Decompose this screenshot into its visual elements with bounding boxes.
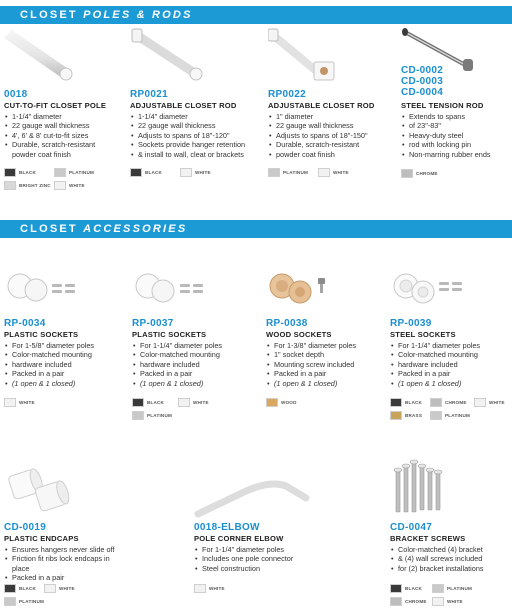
bracket-screws-image <box>390 458 512 520</box>
finish-swatch-white[interactable] <box>318 168 349 177</box>
finish-swatch-black[interactable] <box>4 168 36 177</box>
product-code: 0018 <box>4 89 28 100</box>
product-code: RP-0038 <box>266 318 308 329</box>
finish-swatch-platinum[interactable] <box>132 411 172 420</box>
feature: • powder coat finish <box>268 150 392 159</box>
swatch-color <box>54 168 66 177</box>
feature: • Non-marring rubber ends <box>401 150 512 159</box>
finish-label: BLACK <box>145 170 163 175</box>
finish-swatch-white[interactable] <box>180 168 211 177</box>
finish-swatch-white[interactable] <box>44 584 75 593</box>
feature: • Friction fit ribs lock endcaps in place <box>4 554 128 573</box>
banner-prefix: CLOSET <box>20 9 84 21</box>
finish-label: BRASS <box>405 413 423 418</box>
swatch-color <box>432 584 444 593</box>
section-banner-accessories <box>0 220 512 238</box>
feature-list <box>401 112 512 159</box>
feature: • Includes one pole connector <box>194 554 318 563</box>
product-code: RP-0039 <box>390 318 432 329</box>
finish-label: CHROME <box>416 171 438 176</box>
swatch-color <box>430 398 442 407</box>
finish-swatch-black[interactable] <box>132 398 164 407</box>
feature: • 22 gauge wall thickness <box>4 121 128 130</box>
product-name: WOOD SOCKETS <box>266 330 332 339</box>
finish-swatch-platinum[interactable] <box>4 597 44 606</box>
feature: • Packed in a pair <box>4 369 128 378</box>
finish-swatch-black[interactable] <box>390 398 422 407</box>
feature: • For 1-5/8" diameter poles <box>4 341 128 350</box>
feature: powder coat finish <box>12 149 71 159</box>
swatch-color <box>390 411 402 420</box>
swatch-color <box>266 398 278 407</box>
swatch-color <box>4 584 16 593</box>
feature: • Adjusts to spans of 18"-150" <box>268 131 392 140</box>
feature: • Extends to spans <box>401 112 512 121</box>
feature: • 1-1/4" diameter <box>4 112 128 121</box>
feature: • Color-matched mounting <box>4 350 128 359</box>
finish-label: PLATINUM <box>283 170 308 175</box>
feature: • Steel construction <box>194 564 318 573</box>
finish-label: WHITE <box>195 170 211 175</box>
feature: • For 1-1/4" diameter poles <box>194 545 318 554</box>
finish-label: PLATINUM <box>147 413 172 418</box>
finish-swatch-chrome[interactable] <box>390 597 427 606</box>
finish-label: WHITE <box>19 400 35 405</box>
feature: • 22 gauge wall thickness <box>130 121 254 130</box>
finish-label: BRIGHT ZINC <box>19 183 51 188</box>
product-name: POLE CORNER ELBOW <box>194 534 284 543</box>
closet-pole-image <box>4 26 126 88</box>
product-code: CD-0002 CD-0003 CD-0004 <box>401 65 444 98</box>
adjustable-rod-1in-image <box>268 26 390 88</box>
feature: • Sockets provide hanger retention <box>130 140 254 149</box>
feature: • Packed in a pair <box>4 573 128 582</box>
adjustable-rod-image <box>130 26 252 88</box>
feature: • Packed in a pair <box>132 369 256 378</box>
finish-swatch-wood[interactable] <box>266 398 297 407</box>
feature: • For 1-1/4" diameter poles <box>390 341 512 350</box>
product-code: RP0021 <box>130 89 168 100</box>
feature: • Color-matched mounting <box>390 350 512 359</box>
swatch-color <box>4 168 16 177</box>
feature: • hardware included <box>132 360 256 369</box>
finish-swatch-platinum[interactable] <box>268 168 308 177</box>
finish-swatch-white[interactable] <box>474 398 505 407</box>
swatch-color <box>178 398 190 407</box>
finish-label: WHITE <box>59 586 75 591</box>
feature: • Durable, scratch-resistant <box>4 140 128 149</box>
plastic-sockets-image <box>132 268 254 316</box>
finish-label: PLATINUM <box>445 413 470 418</box>
finish-label: WHITE <box>333 170 349 175</box>
feature: • hardware included <box>390 360 512 369</box>
feature-note: • (1 open & 1 closed) <box>390 379 512 388</box>
feature-note: • (1 open & 1 closed) <box>132 379 256 388</box>
feature-list <box>194 545 318 573</box>
finish-swatch-platinum[interactable] <box>432 584 472 593</box>
feature-list <box>266 341 390 388</box>
swatch-color <box>4 597 16 606</box>
feature: • Color-matched mounting <box>132 350 256 359</box>
wood-sockets-image <box>266 268 388 316</box>
feature: • of 23"-83" <box>401 121 512 130</box>
feature-note: • (1 open & 1 closed) <box>4 379 128 388</box>
swatch-color <box>432 597 444 606</box>
pole-corner-elbow-image <box>194 458 316 520</box>
feature: • rod with locking pin <box>401 140 512 149</box>
finish-label: PLATINUM <box>447 586 472 591</box>
feature: • Adjusts to spans of 18"-120" <box>130 131 254 140</box>
product-code: RP-0034 <box>4 318 46 329</box>
feature-list <box>390 545 512 573</box>
feature: • Mounting screw included <box>266 360 390 369</box>
feature: • Heavy-duty steel <box>401 131 512 140</box>
swatch-color <box>390 584 402 593</box>
product-name: PLASTIC SOCKETS <box>4 330 79 339</box>
product-name: BRACKET SCREWS <box>390 534 466 543</box>
finish-swatch-white[interactable] <box>4 398 35 407</box>
swatch-color <box>4 398 16 407</box>
finish-swatch-brass[interactable] <box>390 411 422 420</box>
finish-swatch-white[interactable] <box>194 584 225 593</box>
feature-list <box>4 545 128 583</box>
finish-swatch-black[interactable] <box>130 168 162 177</box>
swatch-color <box>180 168 192 177</box>
finish-label: WHITE <box>447 599 463 604</box>
feature: • Ensures hangers never slide off <box>4 545 128 554</box>
finish-label: PLATINUM <box>69 170 94 175</box>
feature: • 1" diameter <box>268 112 392 121</box>
swatch-color <box>401 169 413 178</box>
feature: • 22 gauge wall thickness <box>268 121 392 130</box>
product-name: PLASTIC SOCKETS <box>132 330 207 339</box>
feature: • hardware included <box>4 360 128 369</box>
feature-list <box>4 341 128 388</box>
finish-swatch-black[interactable] <box>4 584 36 593</box>
banner-emphasis: POLES & RODS <box>83 9 193 21</box>
section-banner-poles-rods <box>0 6 512 24</box>
finish-swatch-white[interactable] <box>432 597 463 606</box>
product-code: RP0022 <box>268 89 306 100</box>
finish-swatch-white[interactable] <box>54 181 85 190</box>
feature: • Durable, scratch-resistant <box>268 140 392 149</box>
banner-prefix: CLOSET <box>20 223 84 235</box>
finish-swatch-white[interactable] <box>178 398 209 407</box>
product-code: 0018-ELBOW <box>194 522 260 533</box>
product-code: RP-0037 <box>132 318 174 329</box>
swatch-color <box>130 168 142 177</box>
product-name: PLASTIC ENDCAPS <box>4 534 79 543</box>
finish-label: WHITE <box>69 183 85 188</box>
product-code: CD-0047 <box>390 522 433 533</box>
product-name: ADJUSTABLE CLOSET ROD <box>130 101 237 110</box>
finish-label: PLATINUM <box>19 599 44 604</box>
swatch-color <box>474 398 486 407</box>
product-name: CUT-TO-FIT CLOSET POLE <box>4 101 107 110</box>
feature: • 4', 6' & 8' cut-to-fit sizes <box>4 131 128 140</box>
swatch-color <box>390 398 402 407</box>
swatch-color <box>44 584 56 593</box>
finish-swatch-bright-zinc[interactable] <box>4 181 51 190</box>
feature: • Packed in a pair <box>390 369 512 378</box>
swatch-color <box>54 181 66 190</box>
steel-sockets-image <box>390 268 512 316</box>
product-name: ADJUSTABLE CLOSET ROD <box>268 101 375 110</box>
feature: • For 1-3/8" diameter poles <box>266 341 390 350</box>
finish-label: BLACK <box>405 586 423 591</box>
swatch-color <box>268 168 280 177</box>
feature: • Color-matched (4) bracket <box>390 545 512 554</box>
product-code: CD-0019 <box>4 522 47 533</box>
feature-note: • (1 open & 1 closed) <box>266 379 390 388</box>
plastic-endcaps-image <box>4 458 126 520</box>
swatch-color <box>132 411 144 420</box>
feature-list <box>268 112 392 159</box>
feature: • 1-1/4" diameter <box>130 112 254 121</box>
finish-label: BLACK <box>19 586 37 591</box>
finish-swatch-chrome[interactable] <box>430 398 467 407</box>
feature: • Packed in a pair <box>266 369 390 378</box>
swatch-color <box>194 584 206 593</box>
swatch-color <box>132 398 144 407</box>
finish-swatch-platinum[interactable] <box>430 411 470 420</box>
finish-label: CHROME <box>405 599 427 604</box>
feature: • 1" socket depth <box>266 350 390 359</box>
plastic-sockets-image <box>4 268 126 316</box>
swatch-color <box>318 168 330 177</box>
finish-label: BLACK <box>19 170 37 175</box>
finish-label: WHITE <box>209 586 225 591</box>
swatch-color <box>430 411 442 420</box>
feature: • for (2) bracket installations <box>390 564 512 573</box>
finish-label: BLACK <box>147 400 165 405</box>
finish-label: WHITE <box>489 400 505 405</box>
feature-list <box>130 112 254 159</box>
finish-swatch-chrome[interactable] <box>401 169 438 178</box>
product-name: STEEL SOCKETS <box>390 330 456 339</box>
banner-emphasis: ACCESSORIES <box>83 223 188 235</box>
finish-swatch-platinum[interactable] <box>54 168 94 177</box>
finish-label: BLACK <box>405 400 423 405</box>
feature: • & install to wall, cleat or brackets <box>130 150 254 159</box>
feature-list <box>4 112 128 159</box>
finish-swatch-black[interactable] <box>390 584 422 593</box>
finish-label: WHITE <box>193 400 209 405</box>
feature-list <box>132 341 256 388</box>
finish-label: CHROME <box>445 400 467 405</box>
feature-list <box>390 341 512 388</box>
swatch-color <box>390 597 402 606</box>
product-name: STEEL TENSION ROD <box>401 101 484 110</box>
feature: • & (4) wall screws included <box>390 554 512 563</box>
finish-label: WOOD <box>281 400 297 405</box>
feature: • For 1-1/4" diameter poles <box>132 341 256 350</box>
swatch-color <box>4 181 16 190</box>
